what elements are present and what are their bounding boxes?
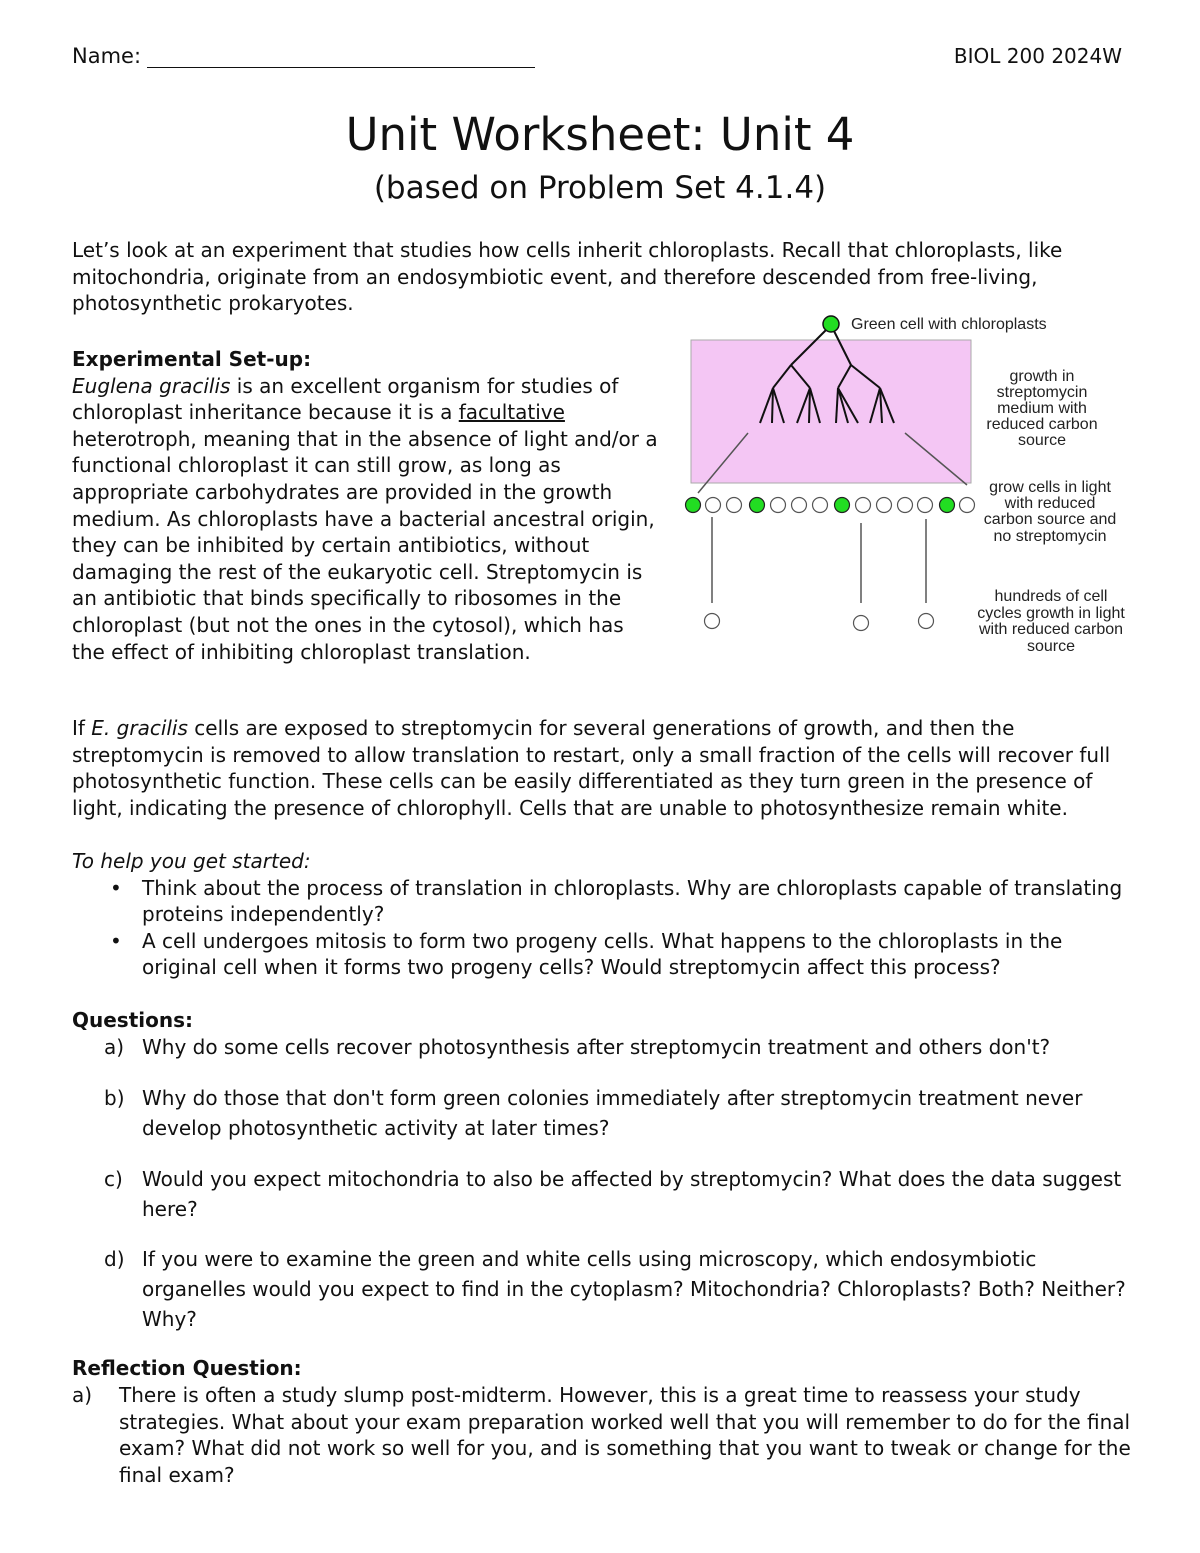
bullet-text: A cell undergoes mitosis to form two progeny cells. What happens to the chloroplasts in the original cell when it forms two progeny cells? Would streptomycin affect this process?	[142, 928, 1063, 980]
cell-green	[835, 498, 850, 513]
label-grow-3: carbon source and	[983, 511, 1117, 528]
facultative-term: facultative	[458, 400, 565, 425]
help-section	[72, 848, 1142, 981]
para2-text-b: cells are exposed to streptomycin for several generations of growth, and then the streptomycin is removed to allow translation to restart, only a small fraction of the cells will recover full photosynthetic function. These cells can be easily differentiated as they turn green in the presence of light, indicating the presence of chlorophyll. Cells that are unable to photosynthesize remain white.	[72, 716, 1111, 820]
label-hundreds-1: hundreds of cell	[994, 588, 1108, 605]
setup-paragraph	[72, 373, 662, 666]
cell-white	[727, 498, 742, 513]
label-growth-3: medium with	[997, 400, 1087, 417]
setup-text-a: is an excellent organism for studies of chloroplast inheritance because it is a	[72, 373, 619, 425]
cell-white	[792, 498, 807, 513]
label-growth-4: reduced carbon	[986, 416, 1098, 433]
progeny-cells-row	[686, 498, 975, 513]
cell-white	[898, 498, 913, 513]
setup-section	[72, 346, 662, 665]
list-item	[72, 875, 1142, 928]
question-label: c)	[104, 1167, 123, 1191]
reflection-label: a)	[72, 1383, 93, 1407]
question-text: Why do those that don't form green colonies immediately after streptomycin treatment never develop photosynthetic activity at later times?	[142, 1086, 1083, 1140]
para2-text-a: If	[72, 716, 92, 740]
label-growth-1: growth in	[1009, 368, 1075, 385]
reflection-question	[72, 1382, 1132, 1488]
label-hundreds-2: cycles growth in light	[977, 605, 1125, 622]
label-grow-2: with reduced	[1004, 495, 1096, 512]
question-text: If you were to examine the green and white cells using microscopy, which endosymbiotic organelles would you expect to find in the cytoplasm? Mitochondria? Chloroplasts? Both? Neither? Why?	[142, 1247, 1126, 1331]
reflection-heading: Reflection Question:	[72, 1356, 302, 1380]
name-field-label	[72, 44, 535, 68]
question-text: Would you expect mitochondria to also be affected by streptomycin? What does the data suggest here?	[142, 1167, 1122, 1221]
cell-white	[771, 498, 786, 513]
cell-white	[918, 498, 933, 513]
parent-green-cell	[823, 316, 839, 332]
cell-green	[686, 498, 701, 513]
cell-white	[813, 498, 828, 513]
question-label: d)	[104, 1247, 125, 1271]
streptomycin-growth-box	[691, 340, 971, 483]
recovery-paragraph	[72, 715, 1142, 821]
page-title: Unit Worksheet: Unit 4	[345, 108, 855, 161]
bullet-icon: •	[110, 875, 122, 900]
name-label: Name:	[72, 44, 142, 68]
descendant-white-cell	[919, 614, 934, 629]
question-b	[72, 1083, 1132, 1143]
question-label: b)	[104, 1086, 125, 1110]
reflection-text: There is often a study slump post-midterm. However, this is a great time to reassess your study strategies. What about your exam preparation worked well that you will remember to do for the final exam? What did not work so well for you, and is something that you want to tweak or change for the final exam?	[119, 1383, 1131, 1487]
cell-green	[940, 498, 955, 513]
question-label: a)	[104, 1035, 125, 1059]
inheritance-diagram	[660, 305, 1140, 670]
course-code: BIOL 200 2024W	[953, 44, 1122, 68]
label-grow-1: grow cells in light	[989, 479, 1111, 496]
label-green-cell: Green cell with chloroplasts	[851, 316, 1047, 333]
cell-green	[750, 498, 765, 513]
question-c	[72, 1164, 1132, 1224]
intro-paragraph: Let’s look at an experiment that studies how cells inherit chloroplasts. Recall that chloroplasts, like mitochondria, originate from an endosymbiotic event, and therefore descended from free-living, photosynthetic prokaryotes.	[72, 238, 1063, 316]
question-text: Why do some cells recover photosynthesis after streptomycin treatment and others don't?	[142, 1035, 1051, 1059]
question-a	[72, 1032, 1132, 1062]
label-grow-4: no streptomycin	[993, 528, 1107, 545]
list-item	[72, 928, 1142, 981]
page-subtitle: (based on Problem Set 4.1.4)	[373, 170, 827, 206]
label-hundreds-3: with reduced carbon	[978, 621, 1124, 638]
species-name: Euglena gracilis	[72, 373, 231, 398]
questions-heading: Questions:	[72, 1008, 194, 1032]
cell-white	[960, 498, 975, 513]
label-hundreds-4: source	[1026, 638, 1076, 655]
setup-heading: Experimental Set-up:	[72, 347, 312, 371]
descendant-white-cell	[854, 616, 869, 631]
question-d	[72, 1244, 1132, 1334]
cell-white	[856, 498, 871, 513]
label-growth-5: source	[1017, 432, 1067, 449]
help-heading: To help you get started:	[72, 849, 311, 873]
bullet-icon: •	[110, 928, 122, 953]
bullet-text: Think about the process of translation in chloroplasts. Why are chloroplasts capable of translating proteins independently?	[142, 875, 1123, 927]
cell-white	[877, 498, 892, 513]
species-abbrev: E. gracilis	[91, 716, 188, 740]
setup-text-b: heterotroph, meaning that in the absence of light and/or a functional chloroplast it can still grow, as long as appropriate carbohydrates are provided in the growth medium. As chloroplasts have a bacterial ancestral origin, they can be inhibited by certain antibiotics, without damaging the rest of the eukaryotic cell. Streptomycin is an antibiotic that binds specifically to ribosomes in the chloroplast (but not the ones in the cytosol), which has the effect of inhibiting chloroplast translation.	[72, 426, 658, 664]
descendant-white-cell	[705, 614, 720, 629]
cell-white	[706, 498, 721, 513]
label-growth-2: streptomycin	[996, 384, 1088, 401]
name-blank-line[interactable]	[147, 45, 535, 68]
